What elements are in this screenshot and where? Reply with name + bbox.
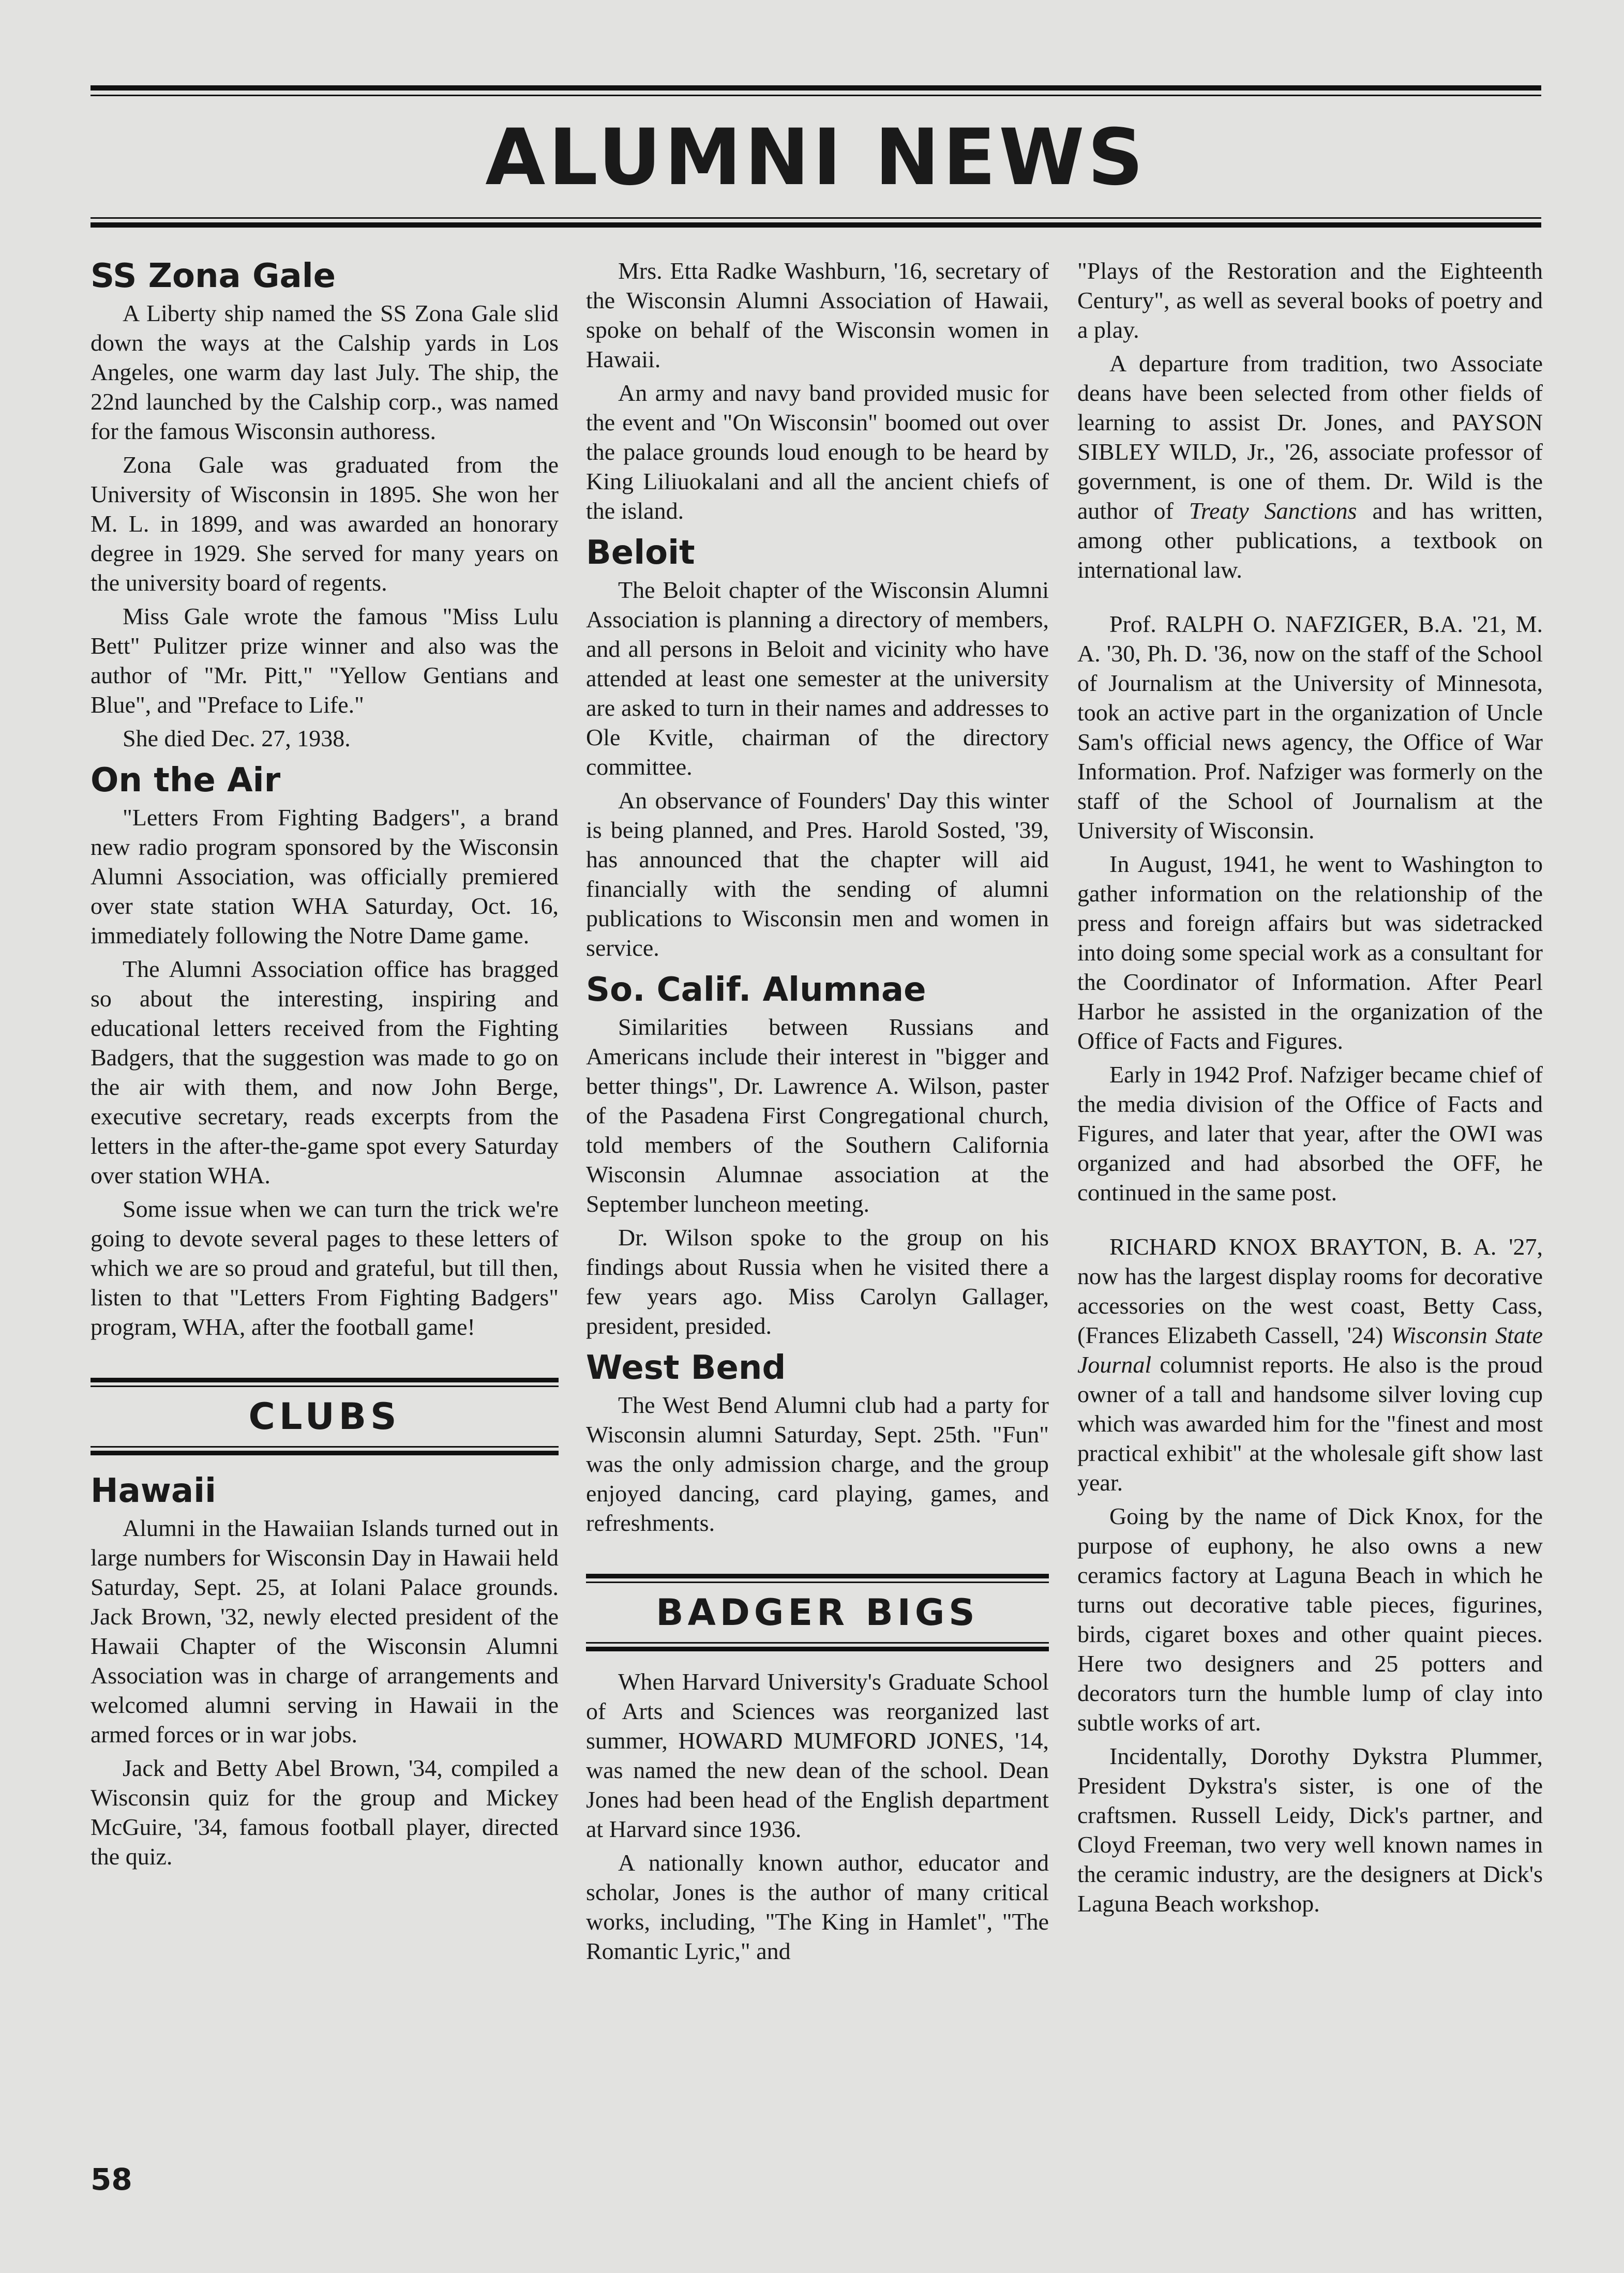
heading-west-bend: West Bend [586,1349,786,1387]
column-2 [586,256,1049,1970]
text-run: and has written, among other publications, a textbook on international law. [1077,498,1543,583]
rule-bottom [91,1446,559,1455]
heading-on-the-air: On the Air [91,761,281,800]
heading-ss-zona-gale: SS Zona Gale [91,257,336,295]
paragraph: The Alumni Association office has bragged so about the interesting, inspiring and educational letters received from the Fighting Badgers, that the suggestion was made to go on the air with them, and now John Berge, executive secretary, reads excerpts from the letters in the after-the-game spot every Saturday over station WHA. [91,956,559,1188]
paragraph: Similarities between Russians and Americans include their interest in "bigger and better things", Dr. Lawrence A. Wilson, paster of the Pasadena First Congregational church, told members of the Southern California Wisconsin Alumnae association at the September luncheon meeting. [586,1014,1049,1217]
paragraph: Mrs. Etta Radke Washburn, '16, secretary of the Wisconsin Alumni Association of Hawaii, spoke on behalf of the Wisconsin women in Hawaii. [586,258,1049,372]
badger-bigs-section-header [586,1574,1049,1651]
paragraph: Early in 1942 Prof. Nafziger became chief of the media division of the Office of Facts and Figures, and later that year, after the OWI was organized and had absorbed the OFF, he continued in the same post. [1077,1061,1543,1206]
paragraph: "Plays of the Restoration and the Eighteenth Century", as well as several books of poetry and a play. [1077,258,1543,343]
paragraph: In August, 1941, he went to Washington to gather information on the relationship of the press and foreign affairs but was sidetracked into doing some special work as a consultant for the Coordinator of Information. After Pearl Harbor he assisted in the organization of the Office of Facts and Figures. [1077,851,1543,1054]
masthead-top-rule-thick [91,85,1541,91]
paragraph: Incidentally, Dorothy Dykstra Plummer, President Dykstra's sister, is one of the craftsmen. Russell Leidy, Dick's partner, and Cloyd Freeman, two very well known names in the ceramic industry, are the designers at Dick's Laguna Beach workshop. [1077,1743,1543,1917]
paragraph: Miss Gale wrote the famous "Miss Lulu Bett" Pulitzer prize winner and also was the author of "Mr. Pitt," "Yellow Gentians and Blue", and "Preface to Life." [91,603,559,718]
heading-beloit: Beloit [586,534,695,572]
book-title: Treaty Sanctions [1189,498,1357,524]
paragraph: An army and navy band provided music for the event and "On Wisconsin" boomed out over the palace grounds loud enough to be heard by King Liliuokalani and all the ancient chiefs of the island. [586,380,1049,524]
rule-bottom [586,1642,1049,1651]
paragraph: The West Bend Alumni club had a party for Wisconsin alumni Saturday, Sept. 25th. "Fun" was the only admission charge, and the group enjoyed dancing, card playing, games, and refreshments. [586,1392,1049,1536]
paragraph: Some issue when we can turn the trick we're going to devote several pages to these letters of which we are so proud and grateful, but till then, listen to that "Letters From Fighting Badgers" program, WHA, after the football game! [91,1196,559,1340]
paragraph [1077,349,1543,584]
paragraph: Jack and Betty Abel Brown, '34, compiled a Wisconsin quiz for the group and Mickey McGuire, '34, famous football player, directed the quiz. [91,1755,559,1870]
paragraph: Zona Gale was graduated from the University of Wisconsin in 1895. She won her M. L. in 1899, and was awarded an honorary degree in 1929. She served for many years on the university board of regents. [91,451,559,596]
paragraph: The Beloit chapter of the Wisconsin Alumni Association is planning a directory of members, and all persons in Beloit and vicinity who have attended at least one semester at the university are asked to turn in their names and addresses to Ole Kvitle, chairman of the directory committee. [586,577,1049,780]
heading-so-calif-alumnae: So. Calif. Alumnae [586,971,926,1009]
paragraph: When Harvard University's Graduate School of Arts and Sciences was reorganized last summer, HOWARD MUMFORD JONES, '14, was named the new dean of the school. Dean Jones had been head of the English department at Harvard since 1936. [586,1668,1049,1842]
paragraph: An observance of Founders' Day this winter is being planned, and Pres. Harold Sosted, '39, has announced that the chapter will aid financially with the sending of alumni publications to Wisconsin men and women in service. [586,787,1049,961]
section-title-clubs: CLUBS [248,1395,401,1438]
paragraph: "Letters From Fighting Badgers", a brand new radio program sponsored by the Wisconsin Alumni Association, was officially premiered over state station WHA Saturday, Oct. 16, immediately following the Notre Dame game. [91,804,559,949]
column-3 [1077,256,1543,1922]
text-run: columnist reports. He also is the proud owner of a tall and handsome silver loving cup which was awarded him for the "finest and most practical exhibit" at the wholesale gift show last year. [1077,1351,1543,1496]
paragraph: A Liberty ship named the SS Zona Gale slid down the ways at the Calship yards in Los Angeles, one warm day last July. The ship, the 22nd launched by the Calship corp., was named for the famous Wisconsin authoress. [91,300,559,444]
text-run: RICHARD KNOX BRAYTON, B. A. '27, now has the largest display rooms for decorative accessories on the west coast, Betty Cass, (Frances Elizabeth Cassell, '24) [1077,1233,1543,1348]
paragraph [1077,1232,1543,1497]
masthead-bottom-rule-thick [91,222,1541,228]
masthead-top-rule-thin [91,95,1541,96]
spacer [1077,1211,1543,1232]
masthead-bottom-rule-thin [91,217,1541,219]
spacer [1077,589,1543,609]
section-title-badger-bigs: BADGER BIGS [656,1591,979,1634]
page-title: ALUMNI NEWS [485,113,1147,203]
publication-title: Wisconsin State Journal [1077,1322,1543,1378]
rule-top [586,1574,1049,1583]
column-1 [91,256,559,1875]
paragraph: Dr. Wilson spoke to the group on his findings about Russia when he visited there a few years ago. Miss Carolyn Gallager, president, presided. [586,1224,1049,1339]
clubs-section-header [91,1378,559,1455]
paragraph: Prof. RALPH O. NAFZIGER, B.A. '21, M. A. '30, Ph. D. '36, now on the staff of the School of Journalism at the University of Minnesota, took an active part in the organization of Uncle Sam's official news agency, the Office of War Information. Prof. Nafziger was formerly on the staff of the School of Journalism at the University of Wisconsin. [1077,611,1543,844]
rule-top [91,1378,559,1387]
text-run: A departure from tradition, two Associate deans have been selected from other fields of learning to assist Dr. Jones, and PAYSON SIBLEY WILD, Jr., '26, associate professor of government, is one of them. Dr. Wild is the author of [1077,350,1543,524]
page-number: 58 [91,2162,132,2197]
paragraph: Alumni in the Hawaiian Islands turned out in large numbers for Wisconsin Day in Hawaii held Saturday, Sept. 25, at Iolani Palace grounds. Jack Brown, '32, newly elected president of the Hawaii Chapter of the Wisconsin Alumni Association was in charge of arrangements and welcomed alumni serving in Hawaii in the armed forces or in war jobs. [91,1515,559,1748]
paragraph: Going by the name of Dick Knox, for the purpose of euphony, he also owns a new ceramics factory at Laguna Beach in which he turns out decorative table pieces, figurines, birds, cigaret boxes and other quaint pieces. Here two designers and 25 potters and decorators turn the humble lump of clay into subtle works of art. [1077,1503,1543,1736]
heading-hawaii: Hawaii [91,1472,216,1510]
paragraph: A nationally known author, educator and scholar, Jones is the author of many critical works, including, "The King in Hamlet", "The Romantic Lyric," and [586,1849,1049,1964]
paragraph: She died Dec. 27, 1938. [123,725,351,751]
